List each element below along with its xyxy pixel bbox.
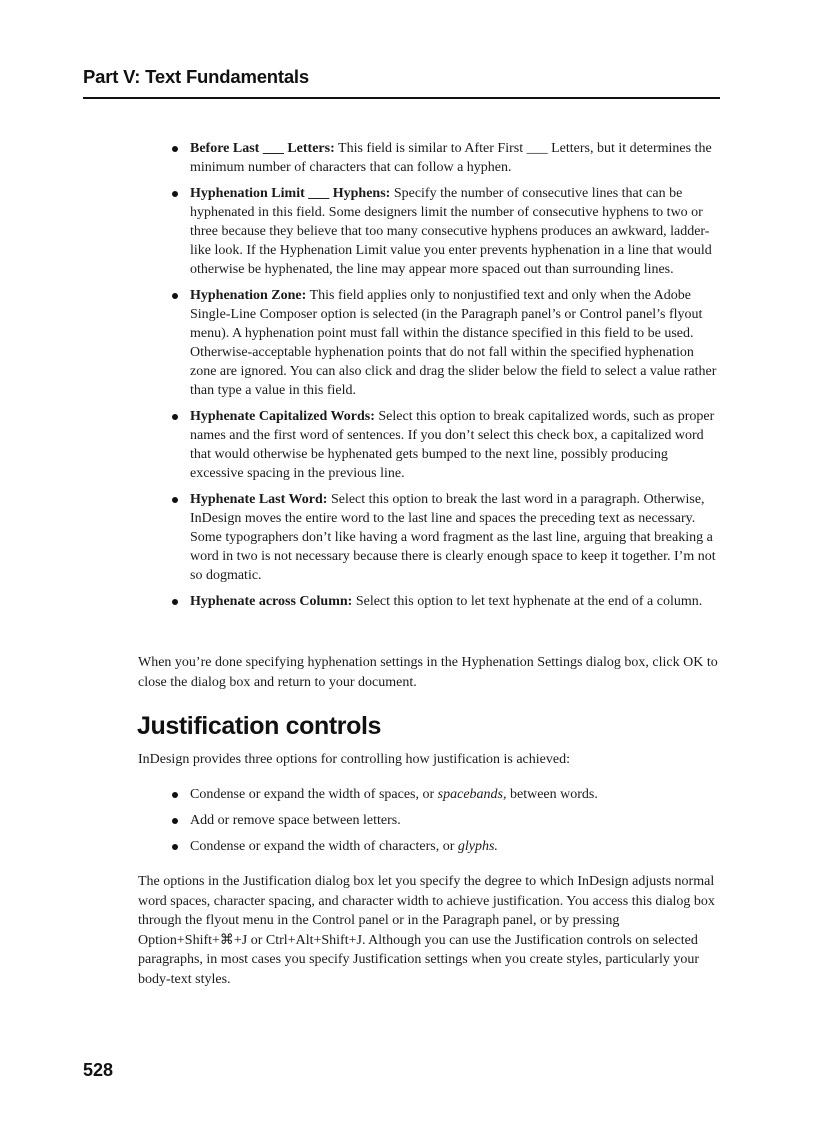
page-number: 528 <box>83 1060 114 1080</box>
list-item <box>190 837 720 856</box>
item-text: Condense or expand the width of characters, or <box>190 839 458 854</box>
option-term: Hyphenation Limit ___ Hyphens: <box>190 186 391 201</box>
option-term: Before Last ___ Letters: <box>190 141 335 156</box>
list-item <box>190 592 720 611</box>
option-description: Specify the number of consecutive lines that can be hyphenated in this field. Some designers limit the number of consecutive hyphens to two or three because they believe that too many consecutive hyphens produces an awkward, ladder-like look. If the Hyphenation Limit value you enter prevents hyphenation in a line that would otherwise be hyphenated, the line may appear more spaced out than surrounding lines. <box>190 186 712 277</box>
section-intro-paragraph: InDesign provides three options for controlling how justification is achieved: <box>138 752 570 767</box>
header-rule <box>83 97 720 99</box>
list-item <box>190 811 720 830</box>
list-item <box>190 286 720 400</box>
item-text: Add or remove space between letters. <box>190 813 401 828</box>
item-text-end: between words. <box>506 787 598 802</box>
hyphenation-options-list <box>190 139 720 618</box>
running-head: Part V: Text Fundamentals <box>83 66 309 87</box>
list-item <box>190 490 720 585</box>
option-description: Select this option to break the last word in a paragraph. Otherwise, InDesign moves the entire word to the last line and spaces the preceding text as necessary. Some typographers don’t like having a word fragment as the last line, arguing that breaking a word in two is not necessary because there is clearly enough space to keep it together. I’m not so dogmatic. <box>190 492 716 583</box>
option-description: This field is similar to After First ___ Letters, but it determines the minimum number of characters that can follow a hyphen. <box>190 141 712 175</box>
option-term: Hyphenate across Column: <box>190 594 353 609</box>
option-description: Select this option to break capitalized words, such as proper names and the first word of sentences. If you don’t select this check box, a capitalized word that would otherwise be hyphenated gets bumped to the next line, possibly producing excessive spacing in the previous line. <box>190 409 715 481</box>
list-item <box>190 139 720 177</box>
option-term: Hyphenate Capitalized Words: <box>190 409 375 424</box>
list-item <box>190 407 720 483</box>
option-description: This field applies only to nonjustified text and only when the Adobe Single-Line Composer option is selected (in the Paragraph panel’s or Control panel’s flyout menu). A hyphenation point must fall within the distance specified in this field to be used. Otherwise-acceptable hyphenation points that do not fall within the specified hyphenation zone are ignored. You can also click and drag the slider below the field to select a value rather than type a value in this field. <box>190 288 717 398</box>
closing-paragraph: The options in the Justification dialog box let you specify the degree to which InDesign adjusts normal word spaces, character spacing, and character width to achieve justification. You access this dialog box through the flyout menu in the Control panel or in the Paragraph panel, or by pressing Option+Shift+⌘+J or Ctrl+Alt+Shift+J. Although you can use the Justification controls on selected paragraphs, in most cases you specify Justification settings when you create styles, particularly your body-text styles. <box>138 874 715 987</box>
list-item <box>190 785 720 804</box>
option-term: Hyphenate Last Word: <box>190 492 328 507</box>
italic-term: glyphs. <box>457 839 498 854</box>
option-description: Select this option to let text hyphenate at the end of a column. <box>355 594 703 609</box>
item-text: Condense or expand the width of spaces, or <box>190 787 438 802</box>
italic-term: spacebands, <box>437 787 507 802</box>
option-term: Hyphenation Zone: <box>190 288 307 303</box>
justification-options-list <box>190 785 720 863</box>
section-heading: Justification controls <box>137 712 382 740</box>
hyphenation-wrapup-paragraph: When you’re done specifying hyphenation settings in the Hyphenation Settings dialog box, click OK to close the dialog box and return to your document. <box>138 655 718 690</box>
list-item <box>190 184 720 279</box>
